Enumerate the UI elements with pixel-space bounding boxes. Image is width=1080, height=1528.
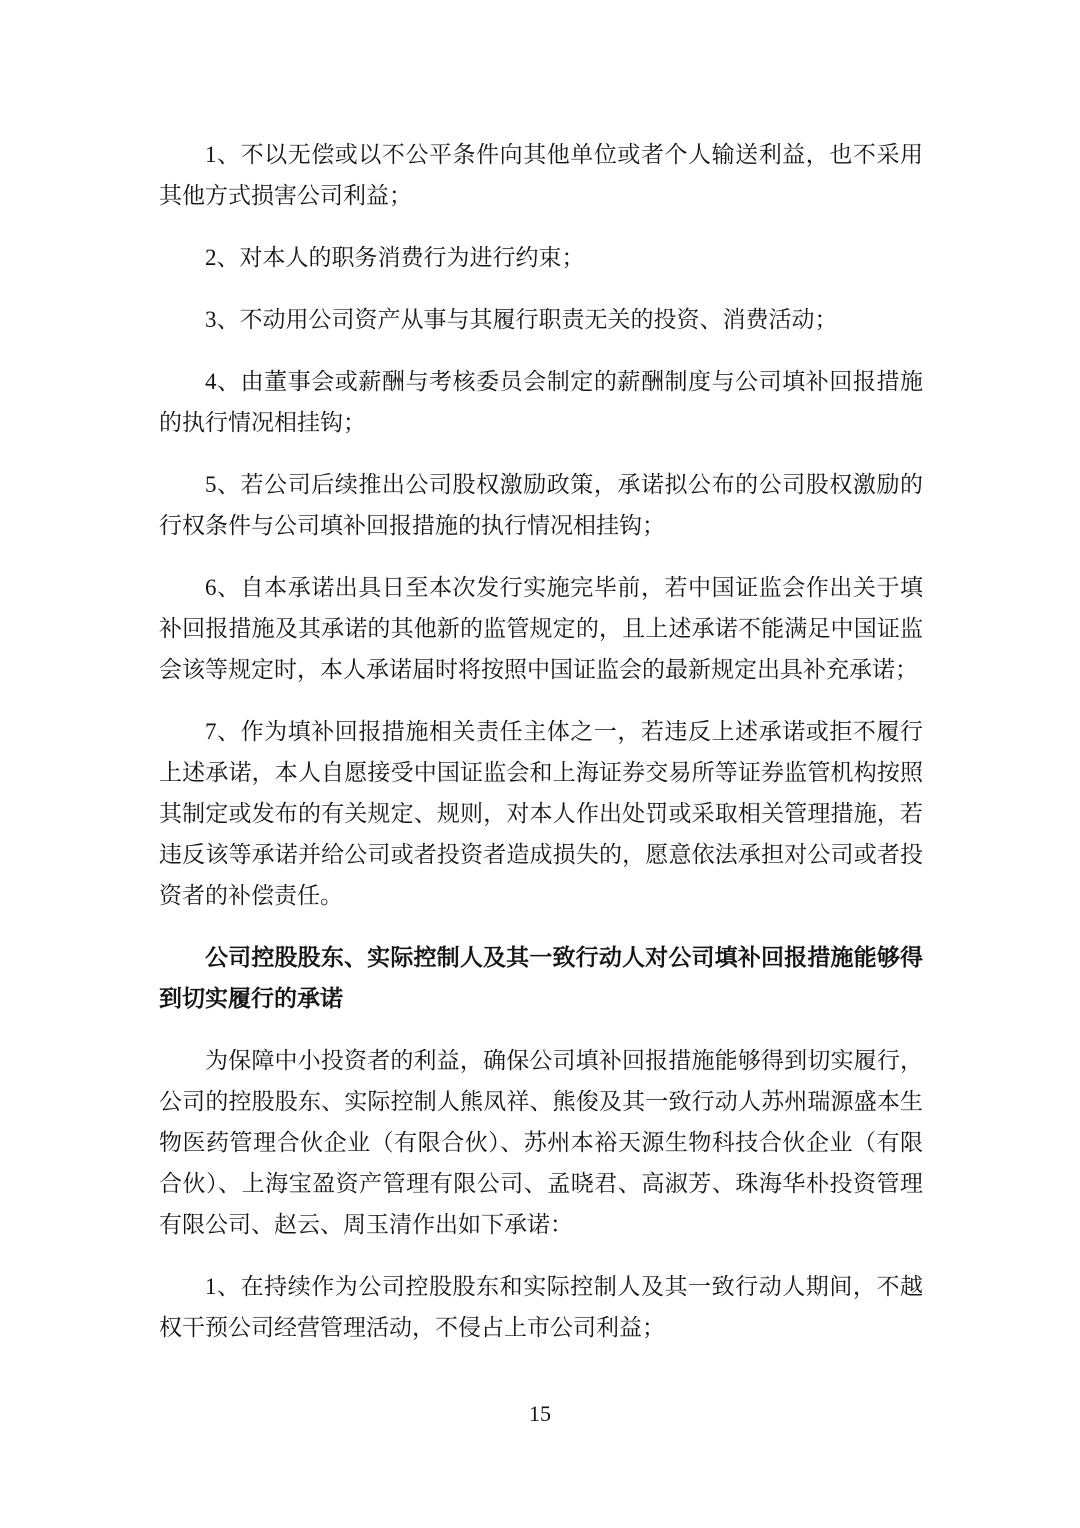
commitment-clause-6: 6、自本承诺出具日至本次发行实施完毕前，若中国证监会作出关于填补回报措施及其承诺的其他新的监管规定的，且上述承诺不能满足中国证监会该等规定时，本人承诺届时将按照中国证监会的最新规定出具补充承诺；: [159, 575, 923, 682]
commitment-clause-4: 4、由董事会或薪酬与考核委员会制定的薪酬制度与公司填补回报措施的执行情况相挂钩；: [159, 369, 923, 435]
shareholder-commitment-clause-1: 1、在持续作为公司控股股东和实际控制人及其一致行动人期间，不越权干预公司经营管理活动，不侵占上市公司利益；: [159, 1274, 923, 1340]
commitment-clause-2: 2、对本人的职务消费行为进行约束；: [205, 245, 585, 270]
section-heading: 公司控股股东、实际控制人及其一致行动人对公司填补回报措施能够得到切实履行的承诺: [159, 945, 923, 1011]
page-number: 15: [529, 1401, 551, 1426]
commitment-clause-7: 7、作为填补回报措施相关责任主体之一，若违反上述承诺或拒不履行上述承诺，本人自愿接受中国证监会和上海证券交易所等证券监管机构按照其制定或发布的有关规定、规则，对本人作出处罚或采取相关管理措施，若违反该等承诺并给公司或者投资者造成损失的，愿意依法承担对公司或者投资者的补偿责任。: [159, 719, 923, 908]
commitment-clause-3: 3、不动用公司资产从事与其履行职责无关的投资、消费活动；: [205, 307, 838, 332]
commitment-clause-5: 5、若公司后续推出公司股权激励政策，承诺拟公布的公司股权激励的行权条件与公司填补回报措施的执行情况相挂钩；: [159, 472, 923, 538]
shareholder-commitment-intro: 为保障中小投资者的利益，确保公司填补回报措施能够得到切实履行，公司的控股股东、实际控制人熊凤祥、熊俊及其一致行动人苏州瑞源盛本生物医药管理合伙企业（有限合伙）、苏州本裕天源生物科技合伙企业（有限合伙）、上海宝盈资产管理有限公司、孟晓君、高淑芳、珠海华朴投资管理有限公司、赵云、周玉清作出如下承诺：: [159, 1048, 923, 1237]
commitment-clause-1: 1、不以无偿或以不公平条件向其他单位或者个人输送利益，也不采用其他方式损害公司利益；: [159, 142, 923, 208]
